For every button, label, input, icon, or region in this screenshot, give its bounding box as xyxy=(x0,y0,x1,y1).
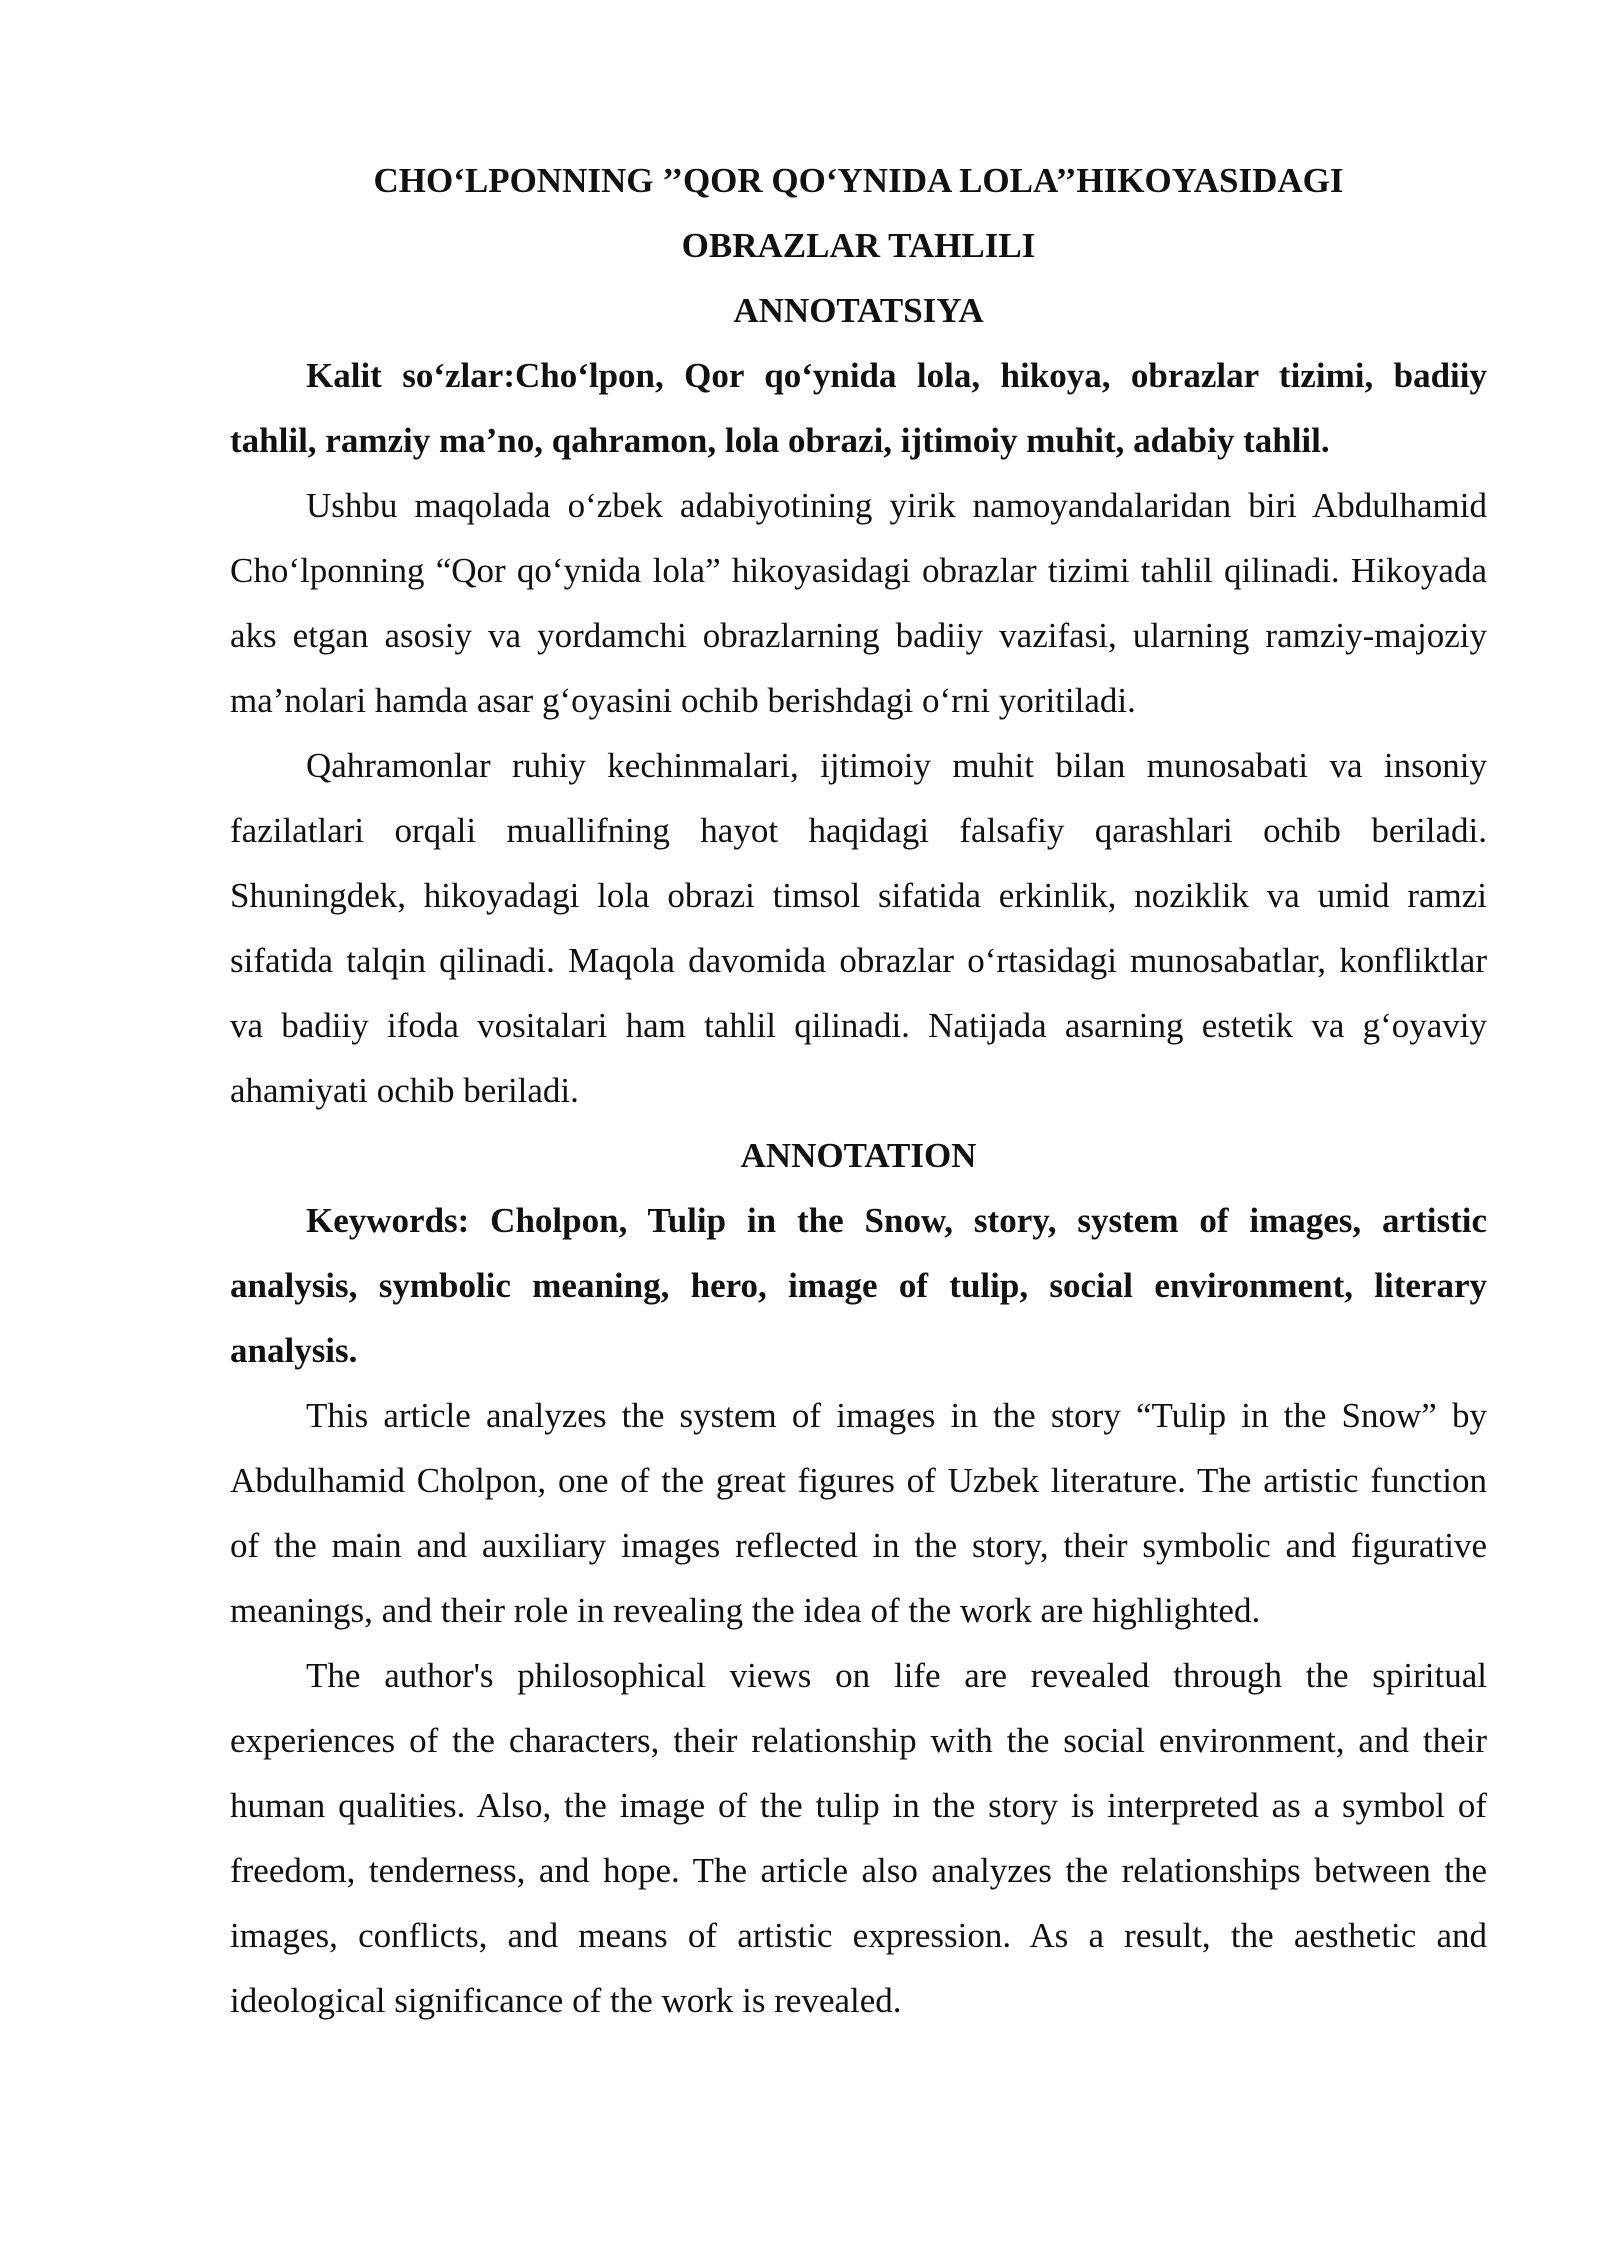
en-paragraph-2: The author's philosophical views on life are revealed through the spiritual experiences of the characters, their relationship with the social environment, and their human qualities. Also, the image of the tulip in the story is interpreted as a symbol of freedom, tenderness, and hope. The article also analyzes the relationships between the images, conflicts, and means of artistic expression. As a result, the aesthetic and ideological significance of the work is revealed. xyxy=(230,1656,1487,2020)
uz-paragraph-1: Ushbu maqolada o‘zbek adabiyotining yirik namoyandalaridan biri Abdulhamid Cho‘lponning “Qor qo‘ynida lola” hikoyasidagi obrazlar tizimi tahlil qilinadi. Hikoyada aks etgan asosiy va yordamchi obrazlarning badiiy vazifasi, ularning ramziy-majoziy ma’nolari hamda asar g‘oyasini ochib berishdagi o‘rni yoritiladi. xyxy=(230,486,1487,720)
article-title-line-1: CHO‘LPONNING ’’QOR QO‘YNIDA LOLA’’HIKOYASIDAGI xyxy=(373,161,1344,200)
en-paragraph-1: This article analyzes the system of images in the story “Tulip in the Snow” by Abdulhamid Cholpon, one of the great figures of Uzbek literature. The artistic function of the main and auxiliary images reflected in the story, their symbolic and figurative meanings, and their role in revealing the idea of the work are highlighted. xyxy=(230,1396,1487,1630)
article-title-line-2: OBRAZLAR TAHLILI xyxy=(681,226,1036,265)
document-page xyxy=(230,148,1487,2033)
en-annotation-heading: ANNOTATION xyxy=(740,1136,977,1175)
uz-paragraph-2: Qahramonlar ruhiy kechinmalari, ijtimoiy muhit bilan munosabati va insoniy fazilatlari orqali muallifning hayot haqidagi falsafiy qarashlari ochib beriladi. Shuningdek, hikoyadagi lola obrazi timsol sifatida erkinlik, noziklik va umid ramzi sifatida talqin qilinadi. Maqola davomida obrazlar o‘rtasidagi munosabatlar, konfliktlar va badiiy ifoda vositalari ham tahlil qilinadi. Natijada asarning estetik va g‘oyaviy ahamiyati ochib beriladi. xyxy=(230,746,1487,1110)
uz-keywords: Kalit so‘zlar:Cho‘lpon, Qor qo‘ynida lola, hikoya, obrazlar tizimi, badiiy tahlil, ramziy ma’no, qahramon, lola obrazi, ijtimoiy muhit, adabiy tahlil. xyxy=(230,356,1487,460)
uz-annotation-heading: ANNOTATSIYA xyxy=(733,291,984,330)
en-keywords: Keywords: Cholpon, Tulip in the Snow, story, system of images, artistic analysis, symbolic meaning, hero, image of tulip, social environment, literary analysis. xyxy=(230,1201,1487,1370)
